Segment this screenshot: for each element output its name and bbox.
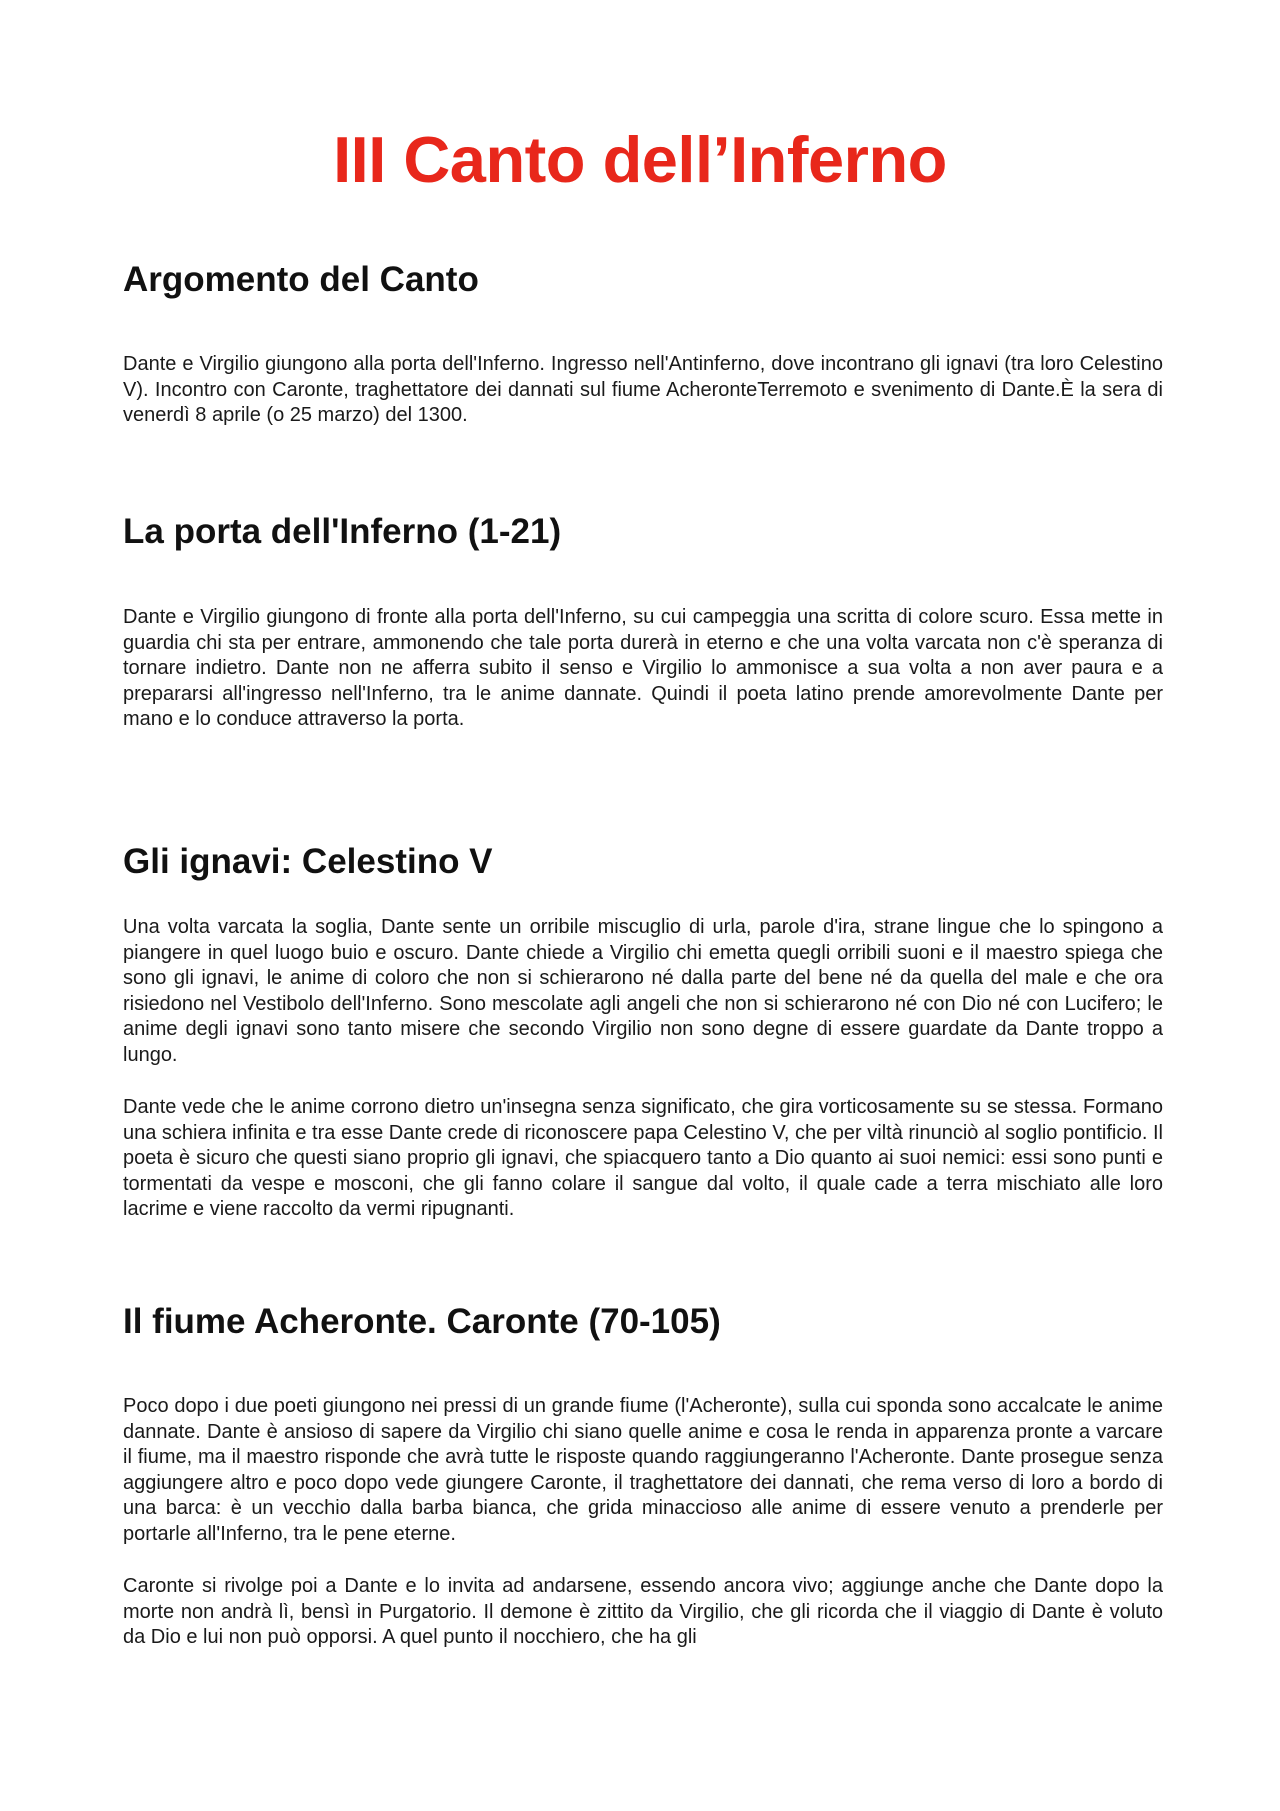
section-paragraph: Poco dopo i due poeti giungono nei pressi di un grande fiume (l'Acheronte), sulla cui sponda sono accalcate le anime dannate. Dante è ansioso di sapere da Virgilio chi siano quelle anime e cosa le renda in apparenza pronte a varcare il fiume, ma il maestro risponde che avrà tutte le risposte quando raggiungeranno l'Acheronte. Dante prosegue senza aggiungere altro e poco dopo vede giungere Caronte, il traghettatore dei dannati, che rema verso di loro a bordo di una barca: è un vecchio dalla barba bianca, che grida minaccioso alle anime di essere venuto a prenderle per portarle all'Inferno, tra le pene eterne. — [123, 1395, 1163, 1545]
page-title: III Canto dell’Inferno — [333, 123, 947, 196]
section-paragraph: Caronte si rivolge poi a Dante e lo invita ad andarsene, essendo ancora vivo; aggiunge anche che Dante dopo la morte non andrà lì, bensì in Purgatorio. Il demone è zittito da Virgilio, che gli ricorda che il viaggio di Dante è voluto da Dio e lui non può opporsi. A quel punto il nocchiero, che ha gli — [123, 1575, 1163, 1649]
section-paragraph: Dante e Virgilio giungono di fronte alla porta dell'Inferno, su cui campeggia una scritta di colore scuro. Essa mette in guardia chi sta per entrare, ammonendo che tale porta durerà in eterno e che una volta varcata non c'è speranza di tornare indietro. Dante non ne afferra subito il senso e Virgilio lo ammonisce a sua volta a non aver paura e a prepararsi all'ingresso nell'Inferno, tra le anime dannate. Quindi il poeta latino prende amorevolmente Dante per mano e lo conduce attraverso la porta. — [123, 606, 1163, 731]
section-paragraph: Dante e Virgilio giungono alla porta dell'Inferno. Ingresso nell'Antinferno, dove incontrano gli ignavi (tra loro Celestino V). Incontro con Caronte, traghettatore dei dannati sul fiume AcheronteTerremoto e svenimento di Dante.È la sera di venerdì 8 aprile (o 25 marzo) del 1300. — [123, 353, 1163, 427]
section-heading-ignavi: Gli ignavi: Celestino V — [123, 842, 493, 881]
section-paragraph: Dante vede che le anime corrono dietro un'insegna senza significato, che gira vorticosamente su se stessa. Formano una schiera infinita e tra esse Dante crede di riconoscere papa Celestino V, che per viltà rinunciò al soglio pontificio. Il poeta è sicuro che questi siano proprio gli ignavi, che spiacquero tanto a Dio quanto ai suoi nemici: essi sono punti e tormentati da vespe e mosconi, che gli fanno colare il sangue dal volto, il quale cade a terra mischiato alle loro lacrime e viene raccolto da vermi ripugnanti. — [123, 1096, 1163, 1221]
section-heading-argomento: Argomento del Canto — [123, 260, 479, 299]
section-heading-porta: La porta dell'Inferno (1-21) — [123, 512, 562, 551]
section-heading-acheronte: Il fiume Acheronte. Caronte (70-105) — [123, 1302, 721, 1341]
section-paragraph: Una volta varcata la soglia, Dante sente un orribile miscuglio di urla, parole d'ira, strane lingue che lo spingono a piangere in quel luogo buio e oscuro. Dante chiede a Virgilio chi emetta quegli orribili suoni e il maestro spiega che sono gli ignavi, le anime di coloro che non si schierarono né dalla parte del bene né da quella del male e che ora risiedono nel Vestibolo dell'Inferno. Sono mescolate agli angeli che non si schierarono né con Dio né con Lucifero; le anime degli ignavi sono tanto misere che secondo Virgilio non sono degne di essere guardate da Dante troppo a lungo. — [123, 916, 1163, 1066]
